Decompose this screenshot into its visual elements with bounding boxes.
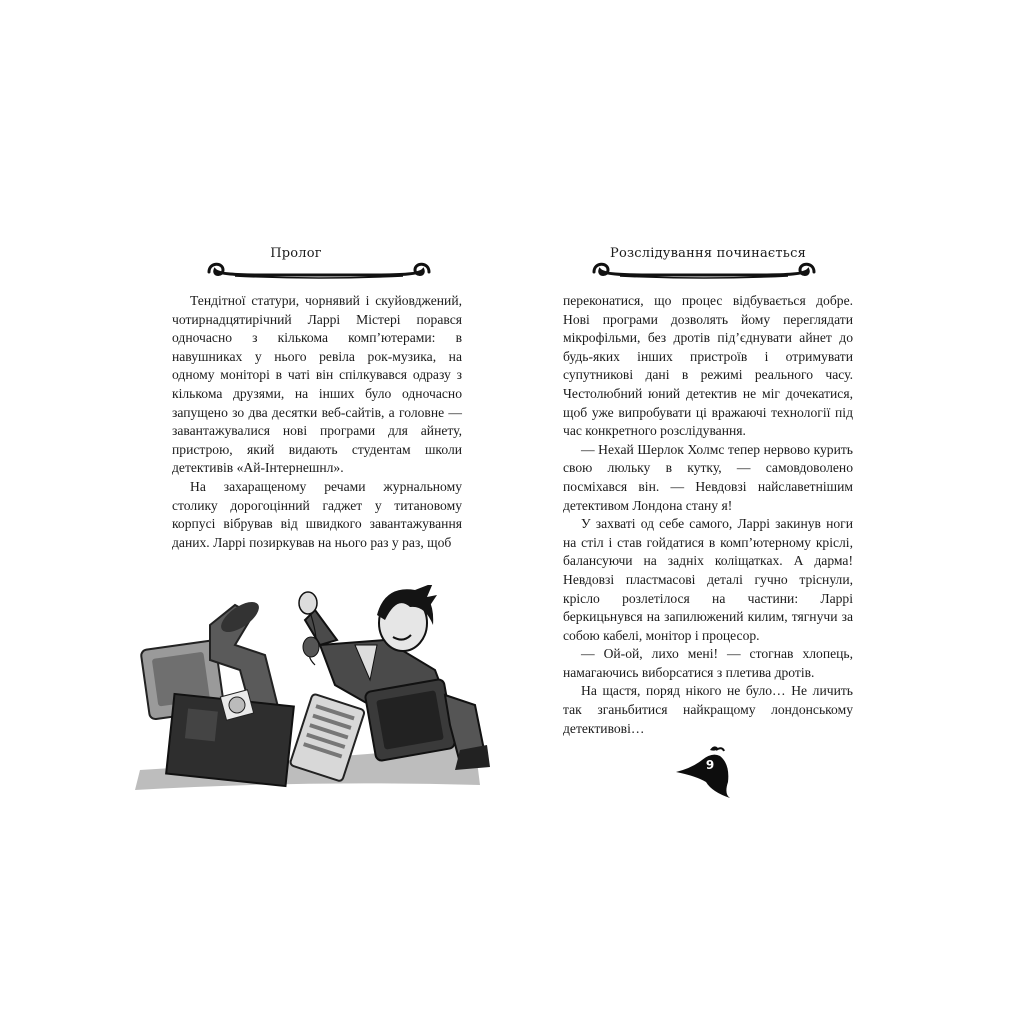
paragraph: На захаращеному речами журнальному столику дорогоцінний гаджет у титановому корпусі вібрував від швидкого завантажування даних. Ларрі позиркував на нього раз у раз, щоб: [172, 478, 462, 550]
paragraph: — Ой-ой, лихо мені! — стогнав хлопець, намагаючись виборсатися з плетива дротів.: [563, 646, 853, 680]
paragraph: Тендітної статури, чорнявий і скуйовджений, чотирнадцятирічний Ларрі Містері порався одночасно з кількома комп’ютерами: в навушниках у нього ревіла рок-музика, на одному моніторі в чаті він спілкувався одразу з кількома друзями, на інших було одночасно запущено зо два десятки веб-сайтів, а головне — завантажувалися нові програми для айнету, пристрою, який видають студентам школи детективів «Ай-Інтернешнл».: [172, 293, 462, 476]
running-head-left-text: Пролог: [270, 246, 322, 261]
left-body-text: [172, 292, 462, 552]
paragraph: — Нехай Шерлок Холмс тепер нервово курить свою люльку в кутку, — самовдоволено посміхався він. — Невдовзі найславетнішим детективом Лондона стану я!: [563, 441, 853, 513]
paragraph: переконатися, що процес відбувається добре. Нові програми дозволять йому переглядати мікрофільми, без дротів під’єднувати айнет до будь-яких інших пристроїв і отримувати супутникові дані в режимі реального часу. Честолюбний юний детектив не міг дочекатися, щоб уже випробувати ці вражаючі технології під час конкретного розслідування.: [563, 293, 853, 439]
paragraph: На щастя, поряд нікого не було… Не личить так зганьбитися найкращому лондонському детективові…: [563, 683, 853, 736]
running-head-right-text: Розслідування починається: [610, 246, 806, 261]
flourish-ornament-right: [590, 258, 818, 284]
flourish-ornament-left: [205, 258, 433, 284]
page-number: 9: [705, 758, 715, 772]
boy-with-computers-illustration: [115, 585, 490, 795]
right-body-text: [563, 292, 853, 738]
paragraph: У захваті од себе самого, Ларрі закинув ноги на стіл і став гойдатися в комп’ютерному кріслі, балансуючи на задніх коліщатках. А дарма! Невдовзі пластмасові деталі гучно тріснули, крісло розлетілося на частини: Ларрі беркицьнувся на запилюжений килим, тягнучи за собою кабелі, монітор і процесор.: [563, 516, 853, 643]
